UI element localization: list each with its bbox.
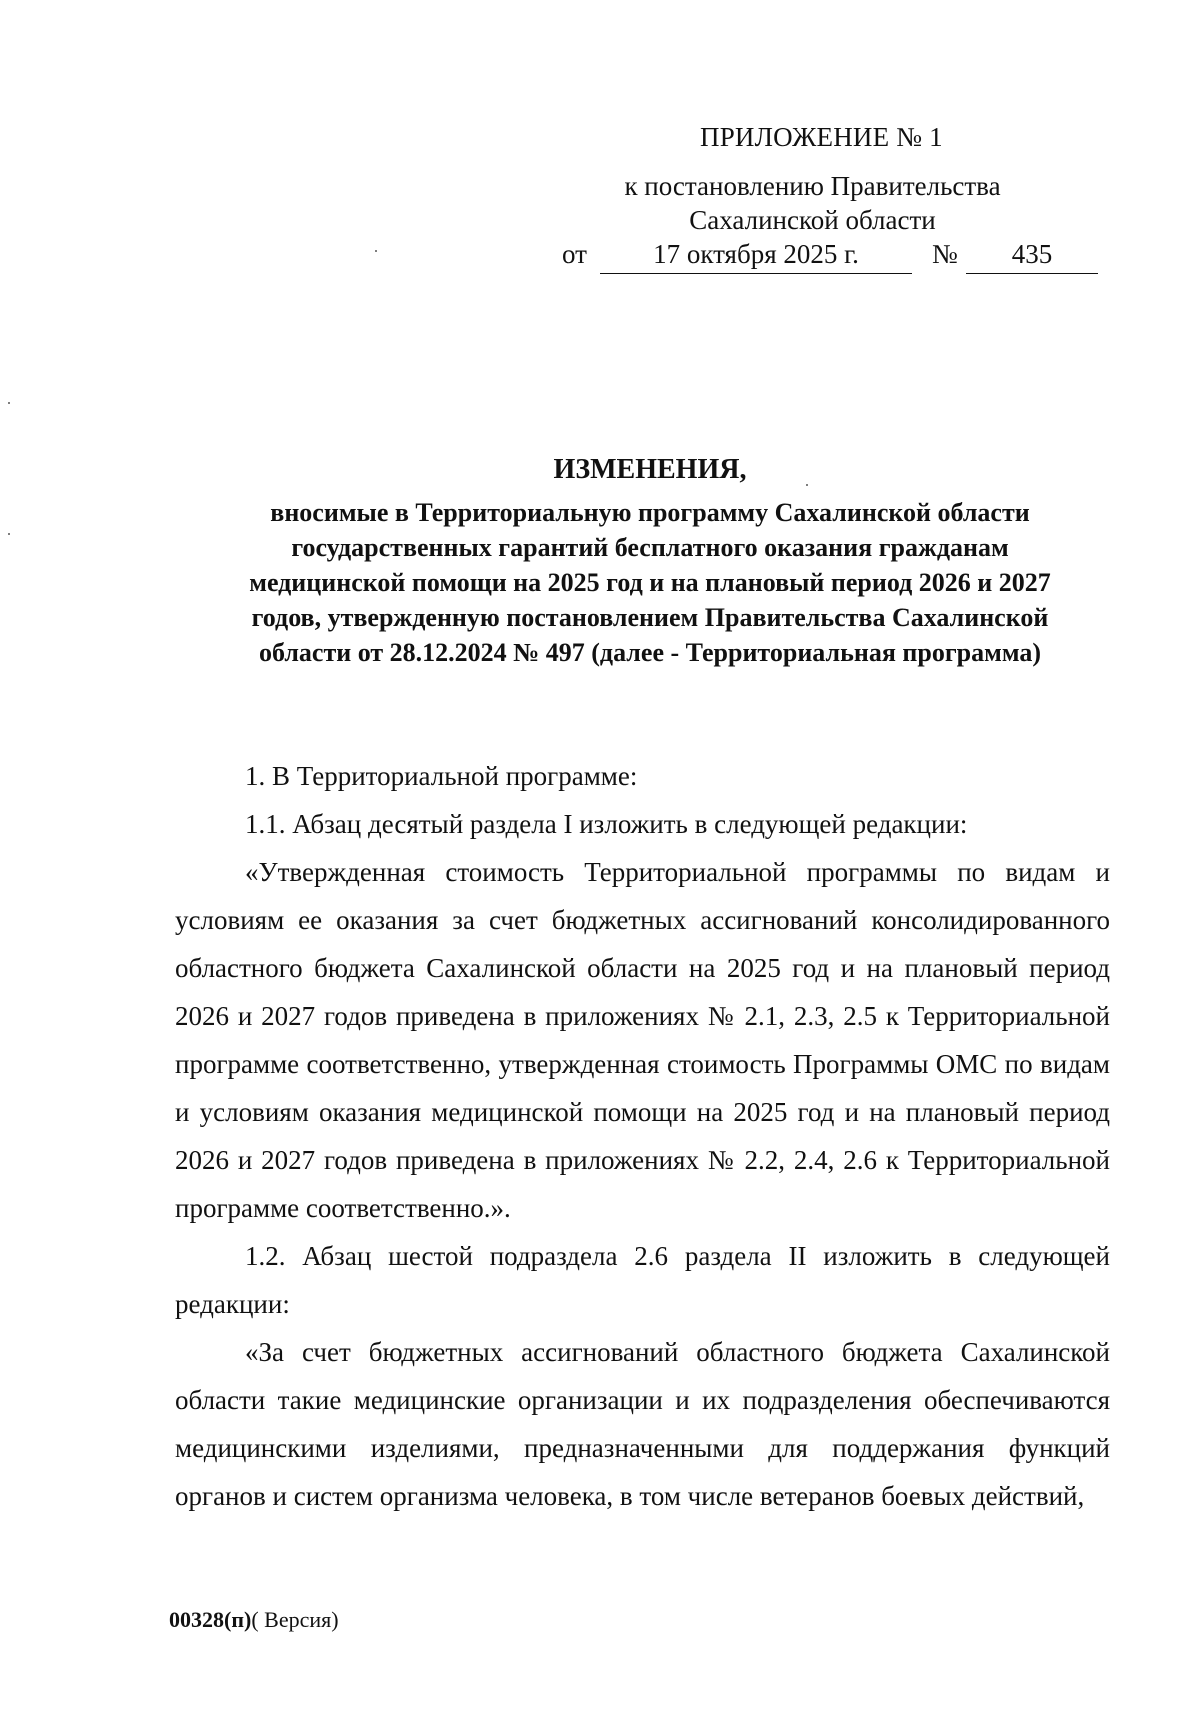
body-paragraph: «За счет бюджетных ассигнований областного бюджета Сахалинской области такие медицинские организации и их подразделения обеспечиваются медицинскими изделиями, предназначенными для поддержания функций органов и систем организма человека, в том числе ветеранов боевых действий, [175,1337,1110,1511]
subheading-line: области от 28.12.2024 № 497 (далее - Территориальная программа) [258,638,1042,667]
body-paragraph: 1.1. Абзац десятый раздела I изложить в следующей редакции: [245,809,968,839]
subheading-line: вносимые в Территориальную программу Сахалинской области [270,498,1030,527]
document-subheading [200,495,1100,670]
document-body [175,752,1110,1520]
document-code: 00328(п) [169,1607,252,1632]
decree-date-number-line [562,239,1102,279]
decree-date: 17 октября 2025 г. [600,239,912,274]
number-label: № [932,239,958,269]
subheading-line: годов, утвержденную постановлением Правительства Сахалинской [251,603,1049,632]
body-paragraph: 1.2. Абзац шестой подраздела 2.6 раздела II изложить в следующей редакции: [175,1241,1110,1319]
version-label: ( Версия) [251,1607,339,1632]
body-paragraph: «Утвержденная стоимость Территориальной программы по видам и условиям ее оказания за счет бюджетных ассигнований консолидированного областного бюджета Сахалинской области на 2025 год и на плановый период 2026 и 2027 годов приведена в приложениях № 2.1, 2.3, 2.5 к Территориальной программе соответственно, утвержденная стоимость Программы ОМС по видам и условиям оказания медицинской помощи на 2025 год и на плановый период 2026 и 2027 годов приведена в приложениях № 2.2, 2.4, 2.6 к Территориальной программе соответственно.». [175,857,1110,1223]
appendix-reference-line-2: Сахалинской области [689,205,936,235]
scan-speck [8,402,10,404]
body-paragraph: 1. В Территориальной программе: [245,761,638,791]
document-footer [169,1607,339,1633]
document-heading: ИЗМЕНЕНИЯ, [553,454,747,485]
scan-speck [375,250,377,252]
subheading-line: медицинской помощи на 2025 год и на плановый период 2026 и 2027 [249,568,1051,597]
subheading-line: государственных гарантий бесплатного оказания гражданам [291,533,1009,562]
from-label: от [562,239,587,269]
decree-number: 435 [966,239,1098,274]
scan-speck [8,533,10,535]
appendix-title: ПРИЛОЖЕНИЕ № 1 [700,122,943,152]
appendix-reference-line-1: к постановлению Правительства [624,171,1001,201]
